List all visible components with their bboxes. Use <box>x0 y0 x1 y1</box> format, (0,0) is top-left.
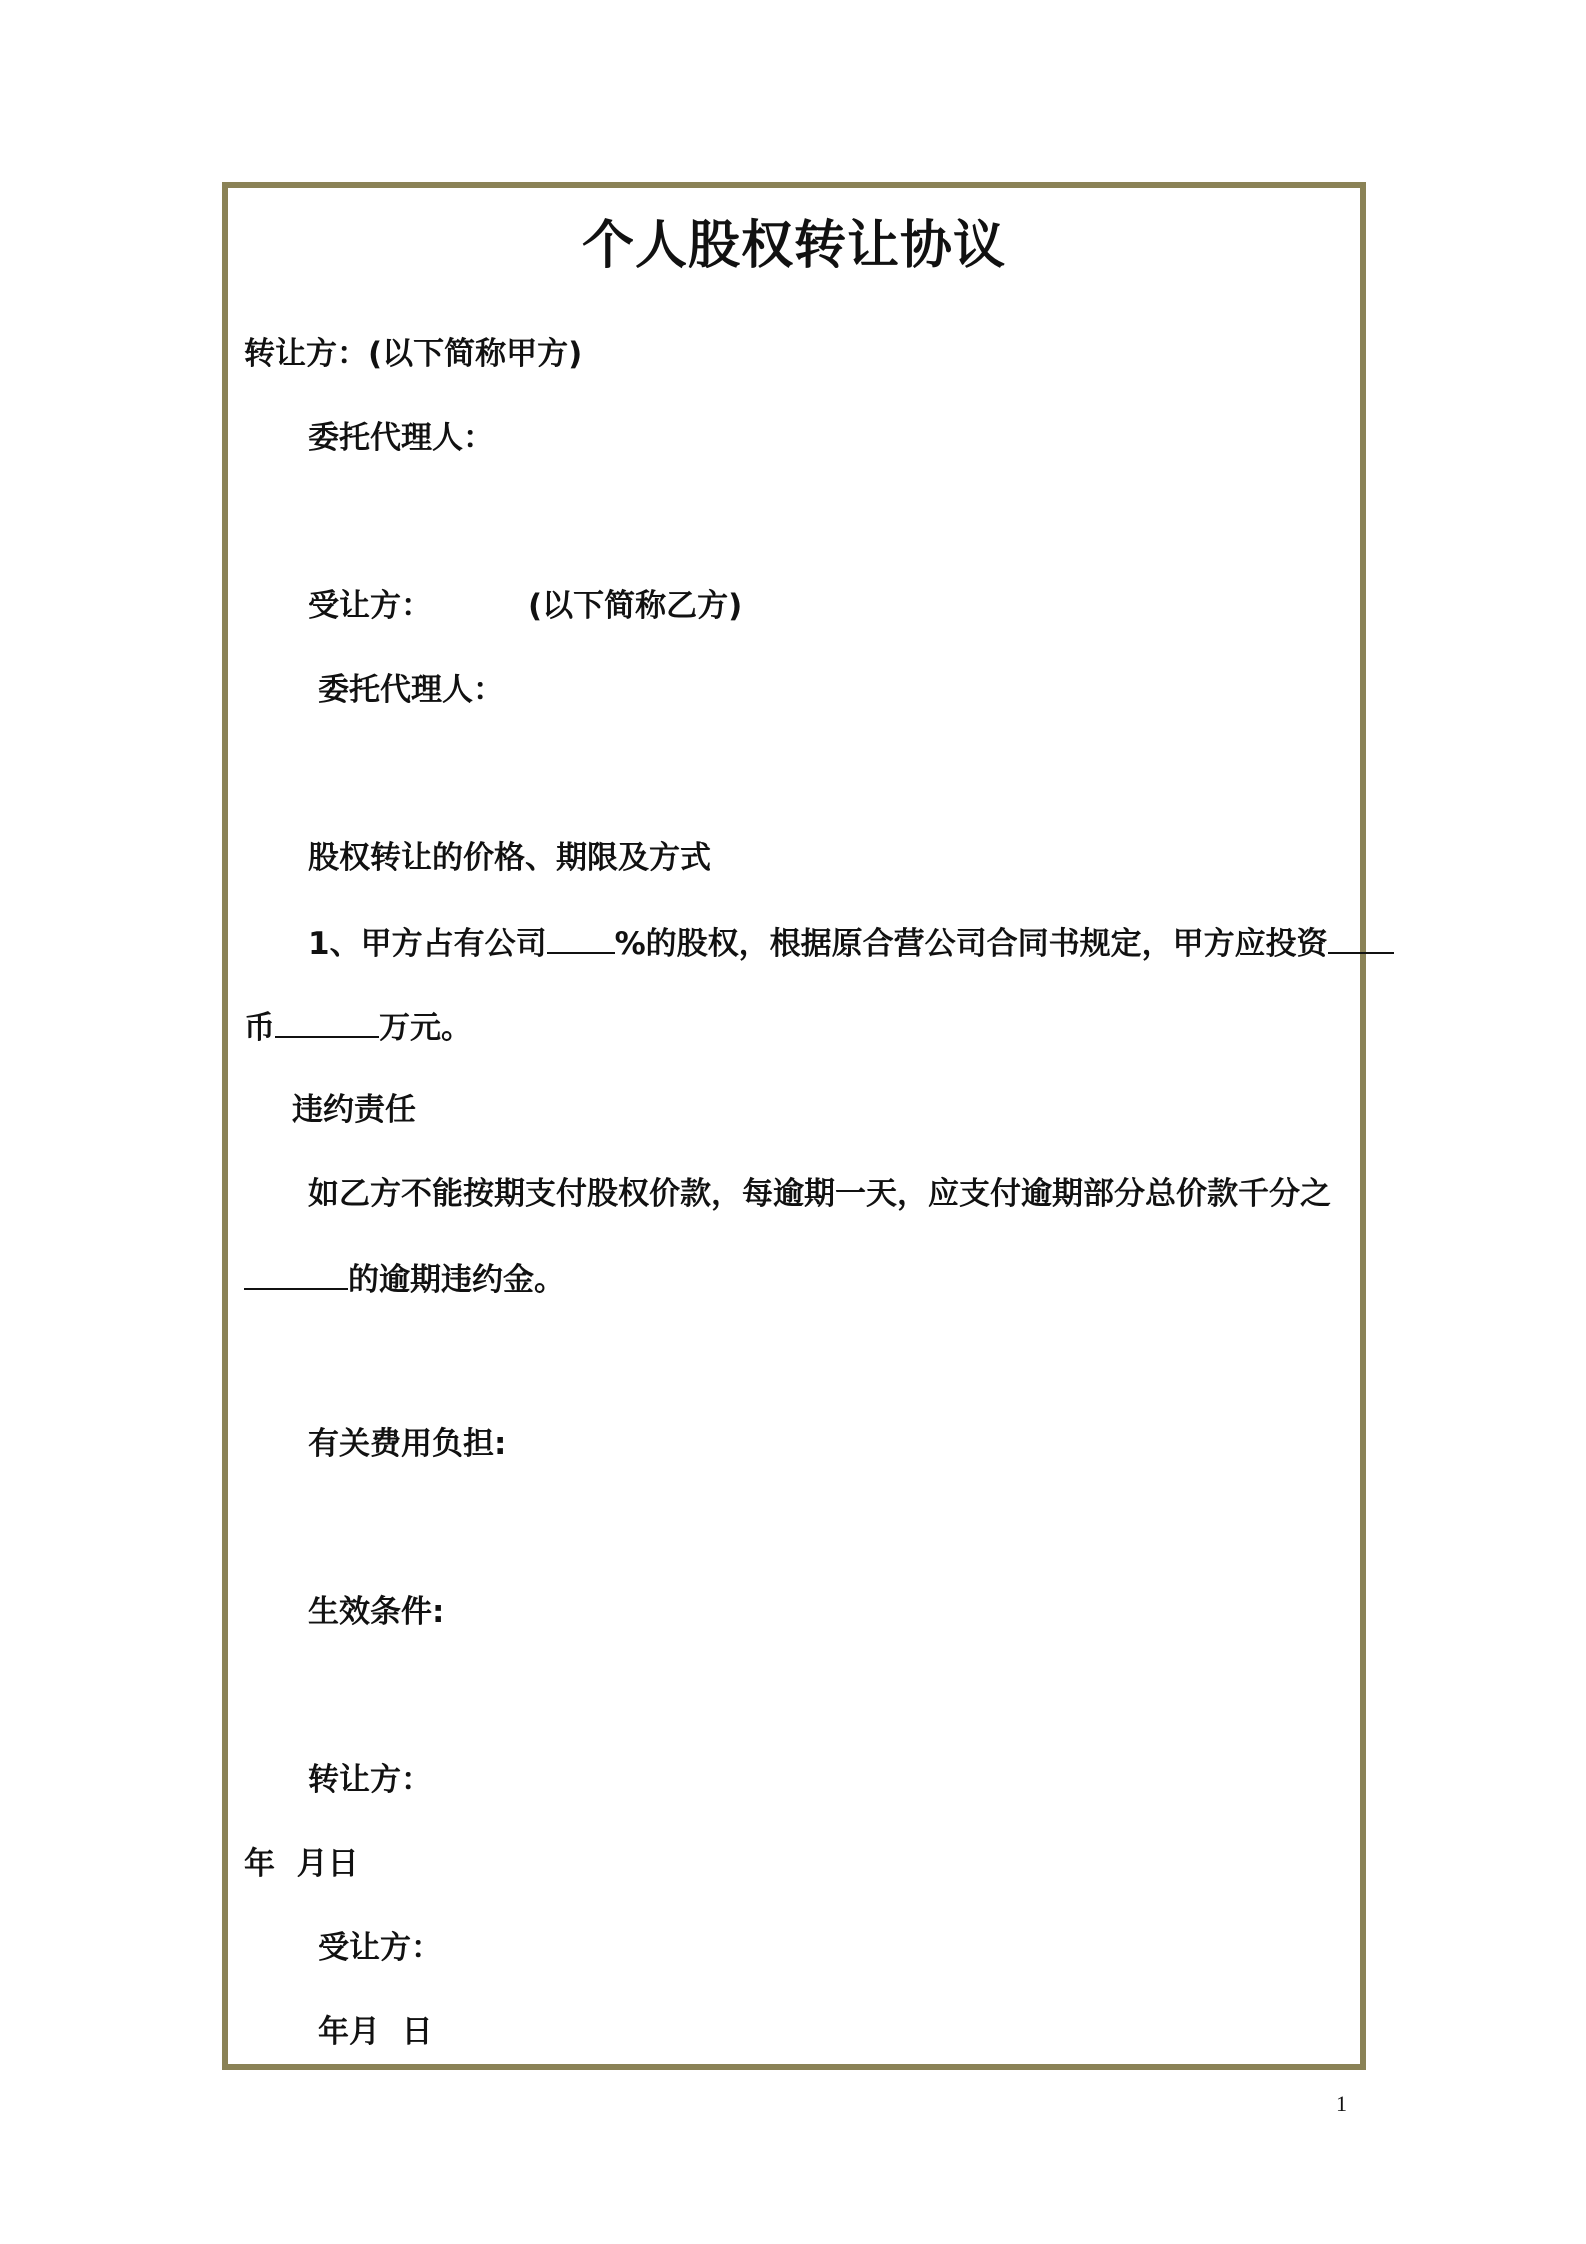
signature-transferor: 转让方： <box>308 1762 432 1798</box>
section-effective-heading: 生效条件: <box>308 1594 445 1630</box>
transferor-label: 转让方：(以下简称甲方) <box>244 336 583 372</box>
amount-blank <box>275 1006 379 1038</box>
agent-label-1: 委托代理人： <box>308 420 494 456</box>
breach-text-line-1: 如乙方不能按期支付股权价款，每逾期一天，应支付逾期部分总价款千分之 <box>308 1176 1331 1212</box>
date-line-1: 年 月日 <box>244 1846 359 1882</box>
clause-1-line-1 <box>308 922 1394 964</box>
penalty-rate-blank <box>244 1258 348 1290</box>
transferee-label: 受让方： <box>308 588 432 624</box>
currency-blank <box>1328 922 1394 954</box>
page-number: 1 <box>1336 2091 1347 2116</box>
section-price-heading: 股权转让的价格、期限及方式 <box>308 840 711 876</box>
transferee-note: (以下简称乙方) <box>528 588 743 624</box>
section-breach-heading: 违约责任 <box>292 1092 416 1128</box>
agent-label-2: 委托代理人： <box>318 672 504 708</box>
clause-1-line-2 <box>244 1006 472 1048</box>
section-fees-heading: 有关费用负担: <box>308 1426 507 1462</box>
clause-1-text-d: 万元。 <box>379 1010 472 1046</box>
clause-1-text-c: 币 <box>244 1010 275 1046</box>
clause-1-text-b: %的股权，根据原合营公司合同书规定，甲方应投资 <box>614 926 1328 962</box>
breach-text-b: 的逾期违约金。 <box>348 1262 565 1298</box>
signature-transferee: 受让方： <box>318 1930 442 1966</box>
share-percent-blank <box>547 922 615 954</box>
breach-text-line-2 <box>244 1258 565 1300</box>
transferee-row <box>308 586 742 626</box>
document-title: 个人股权转让协议 <box>581 216 1006 276</box>
clause-1-text-a: 1、甲方占有公司 <box>308 926 547 962</box>
date-line-2: 年月 日 <box>318 2014 433 2050</box>
